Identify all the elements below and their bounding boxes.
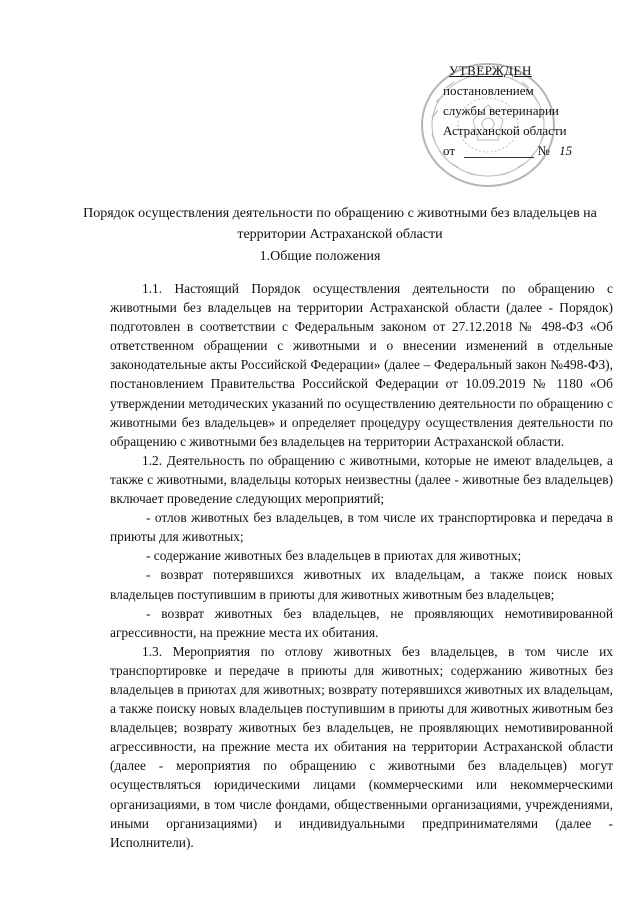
approval-number: 15 [559,143,573,158]
approval-line-1: постановлением [443,83,534,98]
paragraph: - отлов животных без владельцев, в том числе их транспортировка и передача в приюты для животных; [110,510,613,545]
section-heading: 1.Общие положения [259,249,381,264]
approval-title: УТВЕРЖДЕН [449,63,532,78]
paragraph: - возврат потерявшихся животных их владельцам, а также поиск новых владельцев поступившим в приюты для животных животным без владельцев; [110,567,613,602]
paragraph: 1.1. Настоящий Порядок осуществления деятельности по обращению с животными без владельцев на территории Астраханской области (далее - Порядок) подготовлен в соответствии с Федеральным законом от 27.12.2018 № 498-ФЗ «Об ответственном обращении с животными и о внесении изменений в отдельные законодательные акты Российской Федерации» (далее – Федеральный закон №498-ФЗ), постановлением Правительства Российской Федерации от 10.09.2019 № 1180 «Об утверждении методических указаний по осуществлению деятельности по обращению с животными без владельцев» и определяет процедуру осуществления деятельности по обращению с животными без владельцев на территории Астраханской области. [110,281,613,449]
approval-date-prefix: от [443,143,456,158]
approval-number-prefix: № [537,143,550,158]
approval-line-4 [443,141,633,161]
approval-date-handwritten [464,147,534,158]
paragraph: - содержание животных без владельцев в приютах для животных; [146,548,522,564]
paragraph: - возврат животных без владельцев, не проявляющих немотивированной агрессивности, на прежние места их обитания. [110,605,613,640]
approval-block [443,61,633,161]
paragraph: 1.2. Деятельность по обращению с животными, которые не имеют владельцев, а также с животными, владельцы которых неизвестны (далее - животные без владельцев) включает проведение следующих мероприятий; [110,452,613,507]
document-title: Порядок осуществления деятельности по обращению с животными без владельцев на территории Астраханской области [83,206,597,242]
document-body [110,279,613,852]
approval-line-3: Астраханской области [443,123,567,138]
paragraph: 1.3. Мероприятия по отлову животных без владельцев, в том числе их транспортировке и передаче в приюты для животных; содержанию животных без владельцев в приютах для животных; возврату потерявшихся животных их владельцам, а также поиску новых владельцев поступившим в приюты для животных животным без владельцев; возврату животных без владельцев, не проявляющих немотивированной агрессивности, на прежние места их обитания на территории Астраханской области (далее - мероприятия по обращению с животными без владельцев) могут осуществляться юридическими лицами (коммерческими или некоммерческими организациями, в том числе фондами, общественными организациями, учреждениями, иными организациями) и индивидуальными предпринимателями (далее - Исполнители). [110,643,613,850]
approval-line-2: службы ветеринарии [443,103,559,118]
